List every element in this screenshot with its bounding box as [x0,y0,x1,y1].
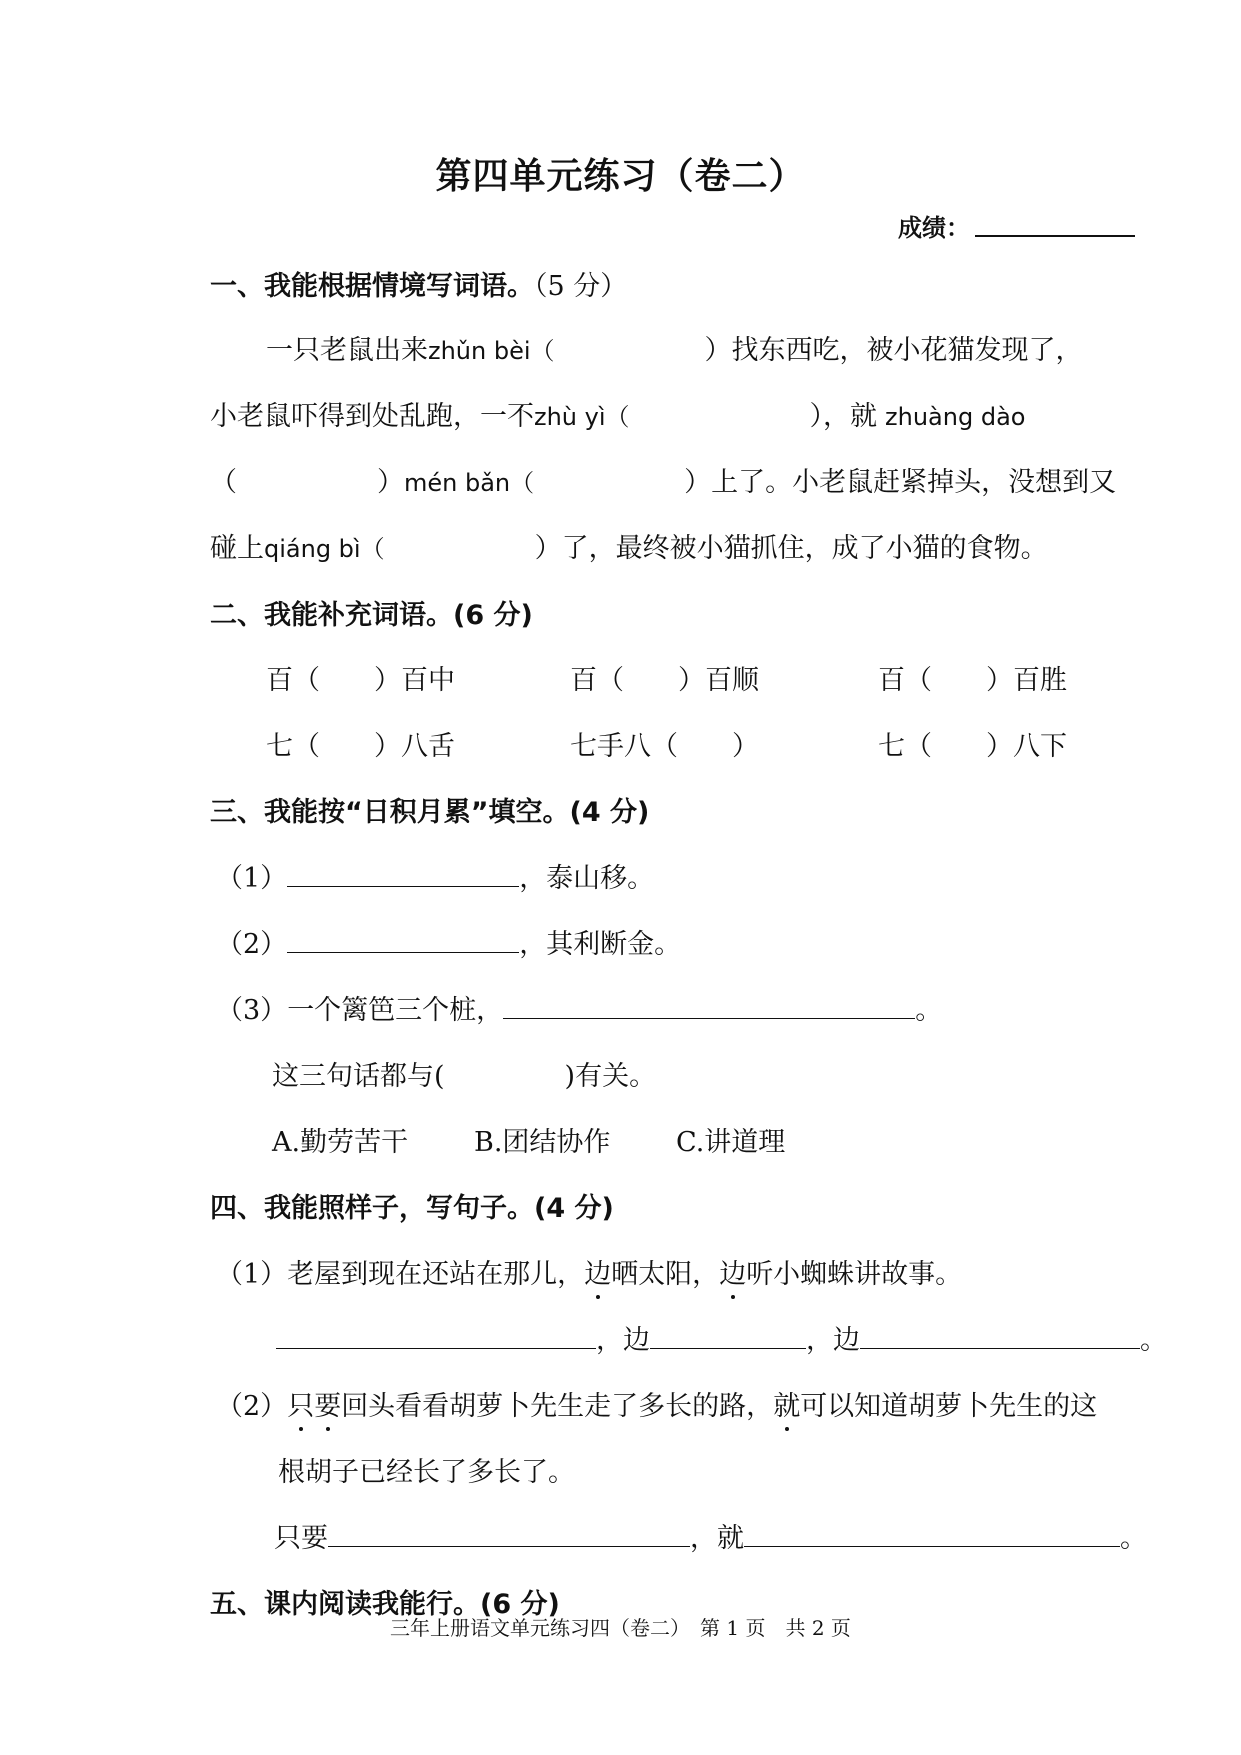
pinyin-menban: mén bǎn（ [404,469,535,497]
answer-blank[interactable] [503,994,915,1019]
item-number: （1） [216,1259,288,1290]
emphasis-char: 只 [287,1391,315,1422]
section1-points: （5 分） [534,271,628,302]
text: 一个篱笆三个桩， [287,995,504,1026]
text: ，其利断金。 [519,929,682,960]
item-number: （2） [216,929,288,960]
section1-line1 [266,328,1083,367]
section4-answer1 [276,1318,1167,1357]
pinyin-zhuyi: zhù yì（ [534,403,630,431]
section4-heading: 四、我能照样子，写句子。(4 分) [210,1193,614,1224]
emphasis-char: 边 [584,1259,612,1290]
item-number: （3） [216,995,288,1026]
text: 老屋到现在还站在那儿， [287,1259,585,1290]
section3-question [272,1054,656,1093]
answer-blank[interactable] [328,1522,690,1547]
section2-heading: 二、我能补充词语。(6 分) [210,600,533,631]
section3-heading: 三、我能按“日积月累”填空。(4 分) [210,797,650,828]
text: 晒太阳， [611,1259,720,1290]
text: 。 [915,995,943,1026]
answer-blank[interactable] [287,928,519,953]
option-c[interactable]: C.讲道理 [676,1127,786,1158]
idiom-4[interactable]: 七（ ）八舌 [266,731,455,762]
section1-line4 [210,526,1048,565]
section1-heading-text: 一、我能根据情境写词语。 [210,271,534,302]
text: （ [210,467,237,498]
text: 回头看看胡萝卜先生走了多长的路， [341,1391,774,1422]
text: ，泰山移。 [519,863,655,894]
pinyin-zhuangdao: zhuàng dào [885,403,1026,431]
option-b[interactable]: B.团结协作 [474,1127,611,1158]
text: ）了，最终被小猫抓住，成了小猫的食物。 [534,533,1048,564]
text: 碰上 [210,533,264,564]
idiom-2[interactable]: 百（ ）百顺 [570,665,759,696]
option-a[interactable]: A.勤劳苦干 [272,1127,409,1158]
idiom-3[interactable]: 百（ ）百胜 [878,665,1067,696]
text: 可以知道胡萝卜先生的这 [800,1391,1098,1422]
text: 听小蜘蛛讲故事。 [746,1259,963,1290]
text: 这三句话都与( [272,1061,445,1092]
text: )有关。 [564,1061,657,1092]
text: ），就 [809,401,878,432]
emphasis-char: 就 [773,1391,801,1422]
section1-heading [210,264,627,303]
text: 一只老鼠出来 [266,335,428,366]
section1-line3 [210,460,1116,499]
section4-item2 [216,1384,1097,1423]
page-title: 第四单元练习（卷二） [435,156,806,197]
page-footer: 三年上册语文单元练习四（卷二） 第 1 页 共 2 页 [390,1616,851,1640]
section3-item1 [216,856,654,895]
text: ）上了。小老鼠赶紧掉头，没想到又 [684,467,1117,498]
text: ，边 [596,1325,650,1356]
text: 只要 [274,1523,328,1554]
score-label: 成绩： [898,214,970,242]
answer-blank[interactable] [650,1324,806,1349]
section3-item3 [216,988,942,1027]
idiom-1[interactable]: 百（ ）百中 [266,665,455,696]
pinyin-zhunbei: zhǔn bèi（ [428,337,555,365]
section1-line2 [210,394,1025,433]
emphasis-char: 要 [314,1391,342,1422]
score-blank[interactable] [975,235,1135,237]
text: 。 [1140,1325,1167,1356]
answer-blank[interactable] [276,1324,596,1349]
answer-blank[interactable] [287,862,519,887]
section4-item2-cont: 根胡子已经长了多长了。 [278,1457,575,1488]
answer-blank[interactable] [744,1522,1120,1547]
idiom-6[interactable]: 七（ ）八下 [878,731,1067,762]
section4-item1 [216,1252,962,1291]
text: 。 [1120,1523,1147,1554]
text: 小老鼠吓得到处乱跑，一不 [210,401,534,432]
pinyin-qiangbi: qiáng bì（ [264,535,385,563]
item-number: （2） [216,1391,288,1422]
item-number: （1） [216,863,288,894]
answer-blank[interactable] [860,1324,1140,1349]
text: ，边 [806,1325,860,1356]
section3-item2 [216,922,681,961]
emphasis-char: 边 [719,1259,747,1290]
text: ）找东西吃，被小花猫发现了， [704,335,1083,366]
text: ） [377,467,404,498]
idiom-5[interactable]: 七手八（ ） [570,731,759,762]
section4-answer2 [274,1516,1147,1555]
section5-heading: 五、课内阅读我能行。(6 分) [210,1589,560,1620]
text: ，就 [690,1523,744,1554]
